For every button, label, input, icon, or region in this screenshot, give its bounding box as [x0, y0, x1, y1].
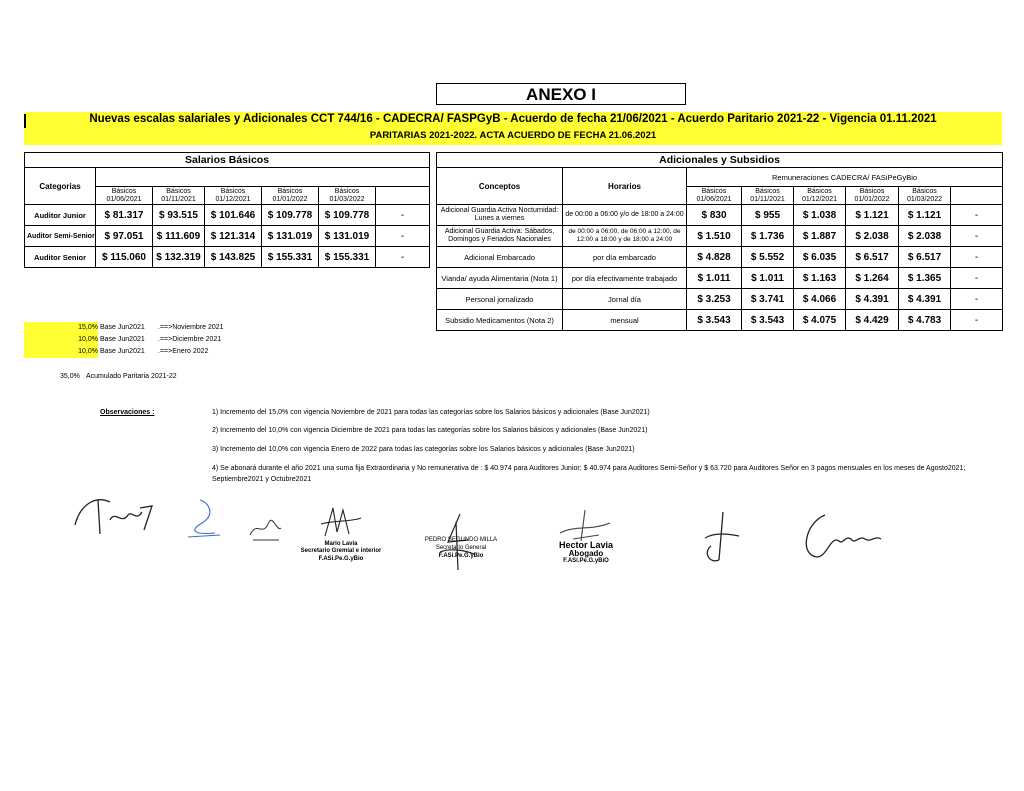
signature-role: Secretario Gremial e interior	[300, 548, 382, 554]
value-cell: $ 1.121	[899, 205, 951, 226]
value-cell: $ 3.543	[687, 310, 742, 331]
observacion-item: 1) Incremento del 15,0% con vigencia Noviembre de 2021 para todas las categorías sobre los Salarios básicos y adicionales (Base Jun2021)	[212, 409, 650, 416]
value-cell: $ 1.038	[794, 205, 846, 226]
concepto-cell: Adicional Guardia Activa Nocturnidad: Lunes a viernes	[437, 205, 563, 226]
increment-pct: 10,0%	[24, 346, 98, 358]
value-cell: $ 6.035	[794, 247, 846, 268]
horario-cell: Jornal día	[563, 289, 687, 310]
signature-name: Mario Lavia	[324, 541, 358, 547]
value-cell: $ 4.783	[899, 310, 951, 331]
value-cell: $ 97.051	[96, 226, 153, 247]
value-cell: $ 121.314	[205, 226, 262, 247]
value-cell: $ 1.736	[742, 226, 794, 247]
value-cell: $ 3.741	[742, 289, 794, 310]
value-cell: $ 5.552	[742, 247, 794, 268]
value-cell: $ 1.163	[794, 268, 846, 289]
value-cell: $ 830	[687, 205, 742, 226]
table-row	[437, 205, 1003, 226]
increment-target: .==>Noviembre 2021	[158, 324, 224, 331]
salarios-header: Salarios Básicos	[25, 153, 430, 168]
categoria-cell: Auditor Senior	[25, 247, 96, 268]
signature-3	[245, 510, 285, 545]
value-cell: $ 4.429	[846, 310, 899, 331]
increment-pct: 10,0%	[24, 334, 98, 346]
categoria-cell: Auditor Semi-Senior	[25, 226, 96, 247]
extra-cell: -	[951, 310, 1003, 331]
adicionales-table	[436, 152, 1003, 331]
adicionales-col-empty	[951, 187, 1003, 205]
signature-6	[555, 505, 615, 545]
adicionales-col-header: Básicos 01/03/2022	[899, 187, 951, 205]
extra-cell: -	[951, 247, 1003, 268]
value-cell: $ 1.365	[899, 268, 951, 289]
salarios-col-header: Básicos 01/11/2021	[153, 187, 205, 205]
concepto-cell: Adicional Guardia Activa: Sábados, Domingos y Feriados Nacionales	[437, 226, 563, 247]
observacion-item: 2) Incremento del 10,0% con vigencia Diciembre de 2021 para todas las categorías sobre los Salarios básicos y adicionales (Base Jun2021)	[212, 427, 648, 434]
salarios-table	[24, 152, 430, 268]
concepto-cell: Subsidio Medicamentos (Nota 2)	[437, 310, 563, 331]
value-cell: $ 4.391	[846, 289, 899, 310]
extra-cell: -	[376, 247, 430, 268]
table-row	[25, 205, 430, 226]
horario-cell: por día embarcado	[563, 247, 687, 268]
value-cell: $ 101.646	[205, 205, 262, 226]
table-row	[437, 289, 1003, 310]
concepto-cell: Personal jornalizado	[437, 289, 563, 310]
adicionales-col-header: Básicos 01/01/2022	[846, 187, 899, 205]
categoria-cell: Auditor Junior	[25, 205, 96, 226]
signature-4	[315, 502, 365, 540]
value-cell: $ 6.517	[846, 247, 899, 268]
remuneraciones-label: Remuneraciones CADECRA/ FASiPeGyBio	[687, 168, 1003, 187]
value-cell: $ 111.609	[153, 226, 205, 247]
value-cell: $ 955	[742, 205, 794, 226]
increment-target: .==>Diciembre 2021	[158, 336, 222, 343]
categorias-label: Categorias	[25, 168, 96, 205]
value-cell: $ 1.011	[687, 268, 742, 289]
table-row	[437, 310, 1003, 331]
table-row	[25, 226, 430, 247]
horarios-label: Horarios	[563, 168, 687, 205]
value-cell: $ 143.825	[205, 247, 262, 268]
concepto-cell: Adicional Embarcado	[437, 247, 563, 268]
value-cell: $ 4.828	[687, 247, 742, 268]
adicionales-col-header: Básicos 01/12/2021	[794, 187, 846, 205]
signature-2	[180, 495, 230, 540]
value-cell: $ 1.121	[846, 205, 899, 226]
adicionales-header: Adicionales y Subsidios	[437, 153, 1003, 168]
value-cell: $ 6.517	[899, 247, 951, 268]
value-cell: $ 2.038	[899, 226, 951, 247]
signature-7	[695, 510, 745, 570]
value-cell: $ 3.253	[687, 289, 742, 310]
increment-base: Base Jun2021	[100, 336, 145, 343]
extra-cell: -	[951, 226, 1003, 247]
signature-org: F.ASi.Pe.G.yBiO	[563, 558, 609, 564]
signature-name: PEDRO SEGUNDO MILLA	[424, 537, 498, 543]
banner-title: Nuevas escalas salariales y Adicionales CCT 744/16 - CADECRA/ FASPGyB - Acuerdo de fecha 21/06/2021 - Acuerdo Paritario 2021-22 - Vigencia 01.11.2021	[89, 113, 937, 125]
extra-cell: -	[376, 205, 430, 226]
table-row	[437, 268, 1003, 289]
horario-cell: por día efectivamente trabajado	[563, 268, 687, 289]
horario-cell: de 00:00 a 06:00, de 06:00 a 12:00, de 12:00 a 18:00 y de 18:00 a 24:00	[563, 226, 687, 247]
salarios-spacer	[96, 168, 430, 187]
salarios-col-empty	[376, 187, 430, 205]
value-cell: $ 131.019	[262, 226, 319, 247]
extra-cell: -	[951, 268, 1003, 289]
increment-pct: 15,0%	[24, 322, 98, 334]
observaciones-label: Observaciones :	[100, 409, 155, 416]
value-cell: $ 1.011	[742, 268, 794, 289]
signature-org: F.ASi.Pe.G.yBio	[438, 553, 484, 559]
salarios-col-header: Básicos 01/03/2022	[319, 187, 376, 205]
value-cell: $ 93.515	[153, 205, 205, 226]
extra-cell: -	[951, 289, 1003, 310]
signature-1	[70, 490, 160, 540]
value-cell: $ 109.778	[262, 205, 319, 226]
value-cell: $ 4.391	[899, 289, 951, 310]
signature-role: Secretario General	[435, 545, 487, 551]
extra-cell: -	[951, 205, 1003, 226]
value-cell: $ 132.319	[153, 247, 205, 268]
conceptos-label: Conceptos	[437, 168, 563, 205]
value-cell: $ 1.510	[687, 226, 742, 247]
increment-base: Base Jun2021	[100, 348, 145, 355]
banner-subtitle: PARITARIAS 2021-2022. ACTA ACUERDO DE FECHA 21.06.2021	[369, 130, 657, 141]
table-row	[25, 247, 430, 268]
table-row	[437, 226, 1003, 247]
value-cell: $ 1.264	[846, 268, 899, 289]
salarios-col-header: Básicos 01/01/2022	[262, 187, 319, 205]
value-cell: $ 3.543	[742, 310, 794, 331]
acumulado-label: Acumulado Paritaria 2021-22	[86, 373, 177, 380]
signature-8	[795, 505, 885, 565]
observacion-item: 3) Incremento del 10,0% con vigencia Enero de 2022 para todas las categorías sobre los Salarios básicos y adicionales (Base Jun2021)	[212, 446, 635, 453]
extra-cell: -	[376, 226, 430, 247]
value-cell: $ 1.887	[794, 226, 846, 247]
value-cell: $ 155.331	[262, 247, 319, 268]
signature-name: Hector Lavia	[558, 540, 614, 550]
increment-base: Base Jun2021	[100, 324, 145, 331]
page-title: ANEXO I	[436, 83, 686, 105]
table-row	[437, 247, 1003, 268]
signature-role: Abogado	[568, 549, 604, 558]
value-cell: $ 4.066	[794, 289, 846, 310]
observacion-item: 4) Se abonará durante el año 2021 una suma fija Extraordinaria y No remunerativa de : $ 40.974 para Auditores Junior; $ 40.974 para Auditores Semi-Señor y $ 63.720 para Auditores Señor en 3 pagos mensuales en los meses de Agosto2021; Septiembre2021 y Octubre2021	[212, 465, 966, 483]
acumulado-pct: 35,0%	[60, 373, 80, 380]
value-cell: $ 155.331	[319, 247, 376, 268]
value-cell: $ 2.038	[846, 226, 899, 247]
value-cell: $ 131.019	[319, 226, 376, 247]
adicionales-col-header: Básicos 01/11/2021	[742, 187, 794, 205]
increment-target: .==>Enero 2022	[158, 348, 209, 355]
value-cell: $ 115.060	[96, 247, 153, 268]
horario-cell: de 00:00 a 06:00 y/o de 18:00 a 24:00	[563, 205, 687, 226]
salarios-col-header: Básicos 01/06/2021	[96, 187, 153, 205]
signature-org: F.ASi.Pe.G.yBio	[318, 556, 364, 562]
value-cell: $ 109.778	[319, 205, 376, 226]
concepto-cell: Vianda/ ayuda Alimentaria (Nota 1)	[437, 268, 563, 289]
value-cell: $ 4.075	[794, 310, 846, 331]
horario-cell: mensual	[563, 310, 687, 331]
adicionales-col-header: Básicos 01/06/2021	[687, 187, 742, 205]
value-cell: $ 81.317	[96, 205, 153, 226]
salarios-col-header: Básicos 01/12/2021	[205, 187, 262, 205]
